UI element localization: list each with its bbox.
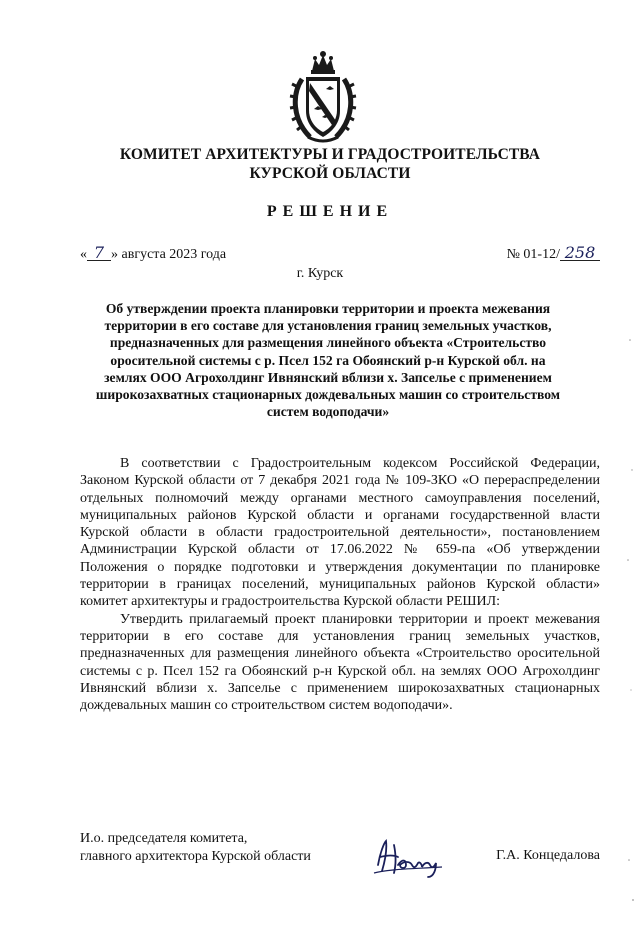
body-paragraph-1: В соответствии с Градостроительным кодексом Российской Федерации, Законом Курской области от 7 декабря 2021 года № 109-ЗКО «О перераспределении отдельных полномочий между органами местного самоуправления поселений, муниципальных районов Курской области и органами государственной власти Курской области в области градостроительной деятельности», постановлением Администрации Курской области от 17.06.2022 № 659-па «Об утверждении Положения о порядке подготовки и утверждения документации по планировке территории в границах поселений, муниципальных районов Курской области» комитет архитектуры и градостроительства Курской области РЕШИЛ: — [80, 456, 600, 610]
document-type: РЕШЕНИЕ — [266, 203, 394, 220]
organization-title-line1: КОМИТЕТ АРХИТЕКТУРЫ И ГРАДОСТРОИТЕЛЬСТВА — [119, 146, 541, 163]
document-city: г. Курск — [296, 266, 344, 281]
handwritten-signature-icon — [370, 835, 450, 879]
document-subject: Об утверждении проекта планировки территории и проекта межевания территории в его составе для установления границ земельных участков, предназначенных для размещения линейного объекта «Строительство оросительной системы с р. Псел 152 га Обоянский р-н Курской обл. на землях ООО Агрохолдинг Ивнянский вблизи х. Запселье с применением широкозахватных стационарных дождевальных машин со строительством систем водоподачи» — [95, 301, 561, 420]
signatory-position-line1: И.о. председателя комитета, — [80, 831, 248, 846]
scan-artifact-dots — [618, 0, 638, 929]
organization-title-line2: КУРСКОЙ ОБЛАСТИ — [249, 165, 411, 182]
date-close-quote: » — [111, 247, 118, 262]
document-body — [80, 455, 600, 714]
signatory-position — [80, 830, 311, 866]
date-open-quote: « — [80, 247, 87, 262]
signatory-position-line2: главного архитектора Курской области — [80, 849, 311, 864]
date-day-handwritten: 7 — [87, 246, 111, 261]
document-number-prefix: № 01-12/ — [506, 247, 560, 262]
date-month-year: августа 2023 года — [118, 247, 227, 262]
coat-of-arms-icon — [288, 49, 358, 147]
document-number — [506, 243, 600, 263]
document-number-handwritten: 258 — [560, 246, 600, 261]
document-date — [80, 243, 227, 263]
body-paragraph-2: Утвердить прилагаемый проект планировки территории и проект межевания территории в его составе для установления границ земельных участков, предназначенных для размещения линейного объекта «Строительство оросительной системы с р. Псел 152 га Обоянский р-н Курской обл. на землях ООО Агрохолдинг Ивнянский вблизи х. Запселье с применением широкозахватных стационарных дождевальных машин со строительством систем водоподачи». — [80, 611, 600, 714]
signatory-name: Г.А. Концедалова — [496, 848, 600, 863]
organization-title — [60, 145, 600, 183]
